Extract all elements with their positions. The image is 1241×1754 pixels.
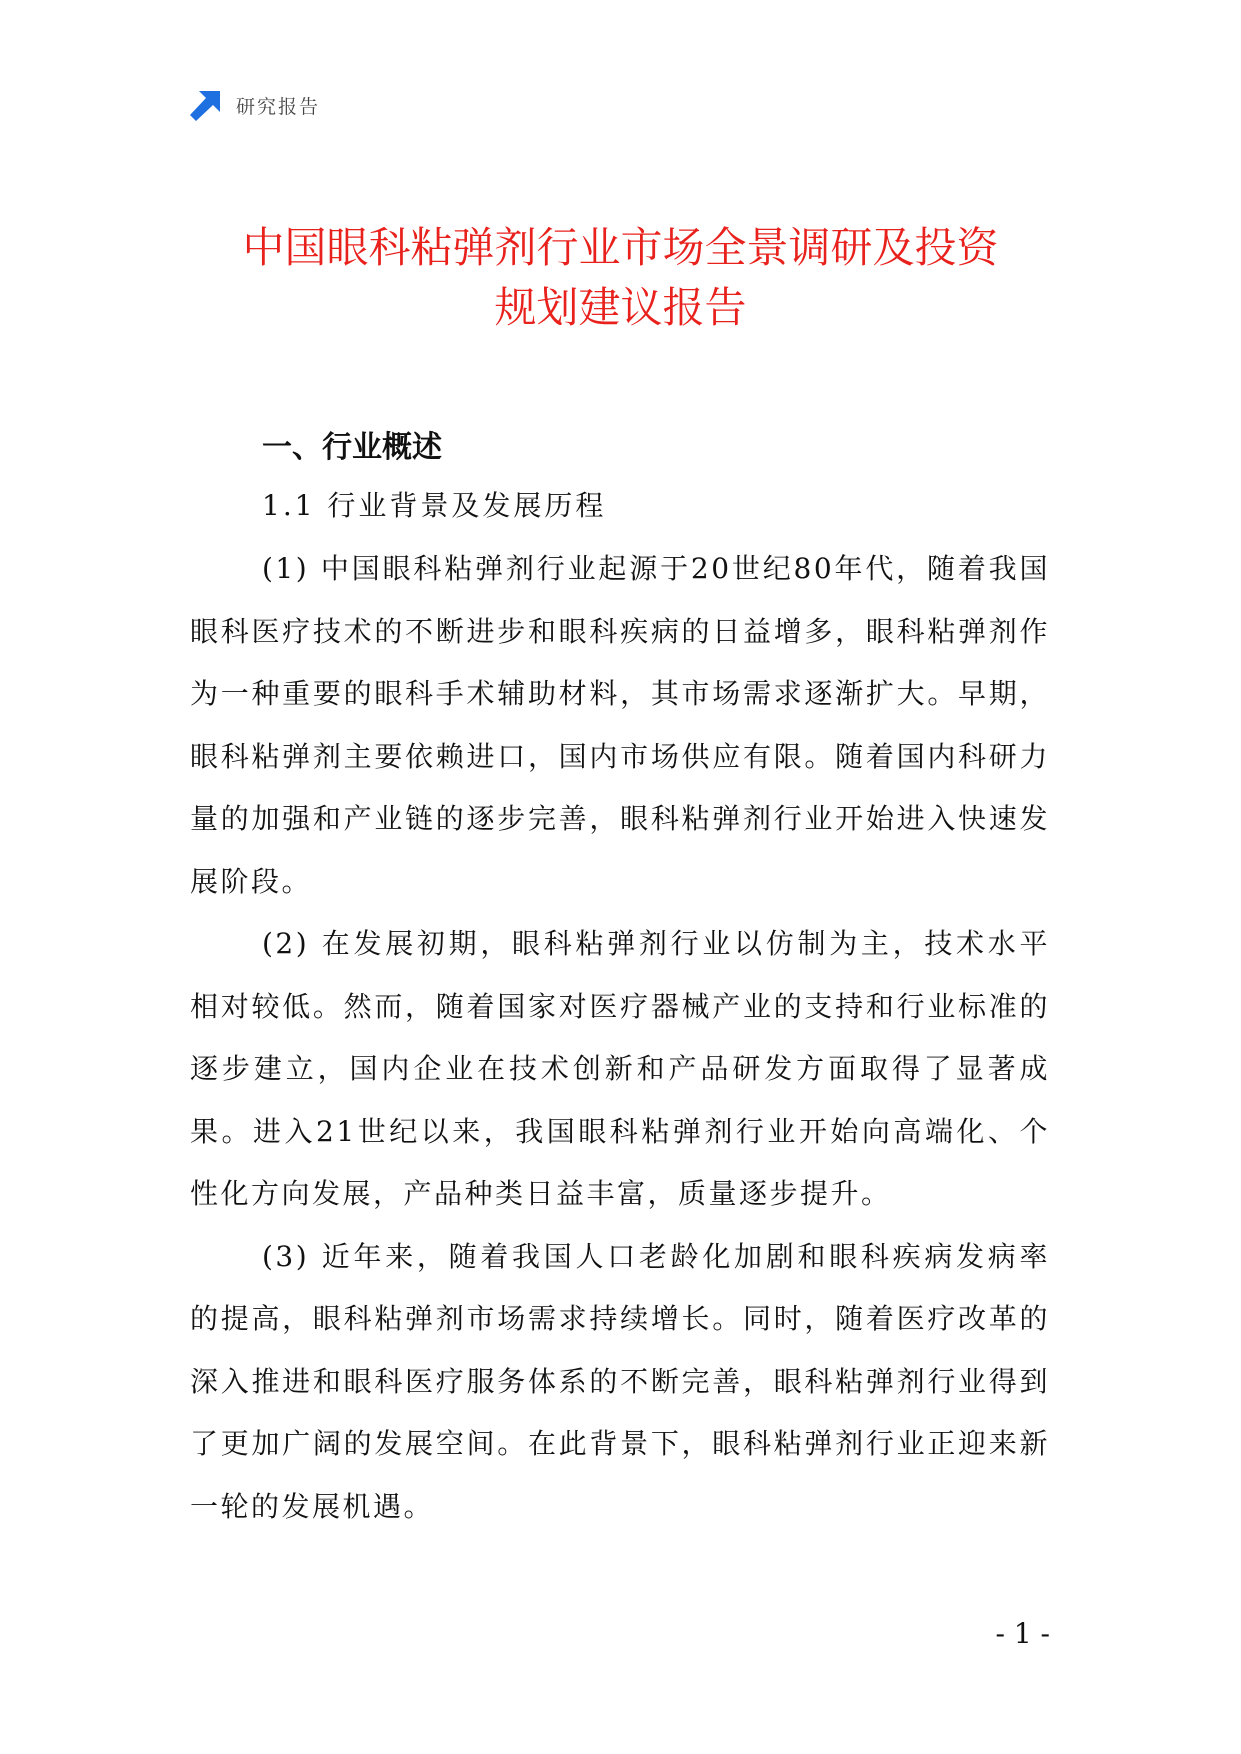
report-header [190,88,320,122]
paragraph-2: (2) 在发展初期，眼科粘弹剂行业以仿制为主，技术水平相对较低。然而，随着国家对医疗器械产业的支持和行业标准的逐步建立，国内企业在技术创新和产品研发方面取得了显著成果。进入21世纪以来，我国眼科粘弹剂行业开始向高端化、个性化方向发展，产品种类日益丰富，质量逐步提升。 [190,927,1050,1210]
section-heading: 一、行业概述 [262,430,442,465]
paragraph-1: (1) 中国眼科粘弹剂行业起源于20世纪80年代，随着我国眼科医疗技术的不断进步和眼科疾病的日益增多，眼科粘弹剂作为一种重要的眼科手术辅助材料，其市场需求逐渐扩大。早期，眼科粘弹剂主要依赖进口，国内市场供应有限。随着国内科研力量的加强和产业链的逐步完善，眼科粘弹剂行业开始进入快速发展阶段。 [190,552,1050,898]
subsection-heading: 1.1 行业背景及发展历程 [262,489,607,522]
body-text [190,538,1050,1538]
paragraph-3: (3) 近年来，随着我国人口老龄化加剧和眼科疾病发病率的提高，眼科粘弹剂市场需求持续增长。同时，随着医疗改革的深入推进和眼科医疗服务体系的不断完善，眼科粘弹剂行业得到了更加广阔的发展空间。在此背景下，眼科粘弹剂行业正迎来新一轮的发展机遇。 [190,1239,1050,1523]
header-label: 研究报告 [236,95,321,118]
arrow-up-right-icon [190,89,222,121]
title-line-1: 中国眼科粘弹剂行业市场全景调研及投资 [242,223,999,272]
page-number: - 1 - [995,1617,1050,1650]
document-title [150,218,1091,338]
title-line-2: 规划建议报告 [494,283,747,332]
